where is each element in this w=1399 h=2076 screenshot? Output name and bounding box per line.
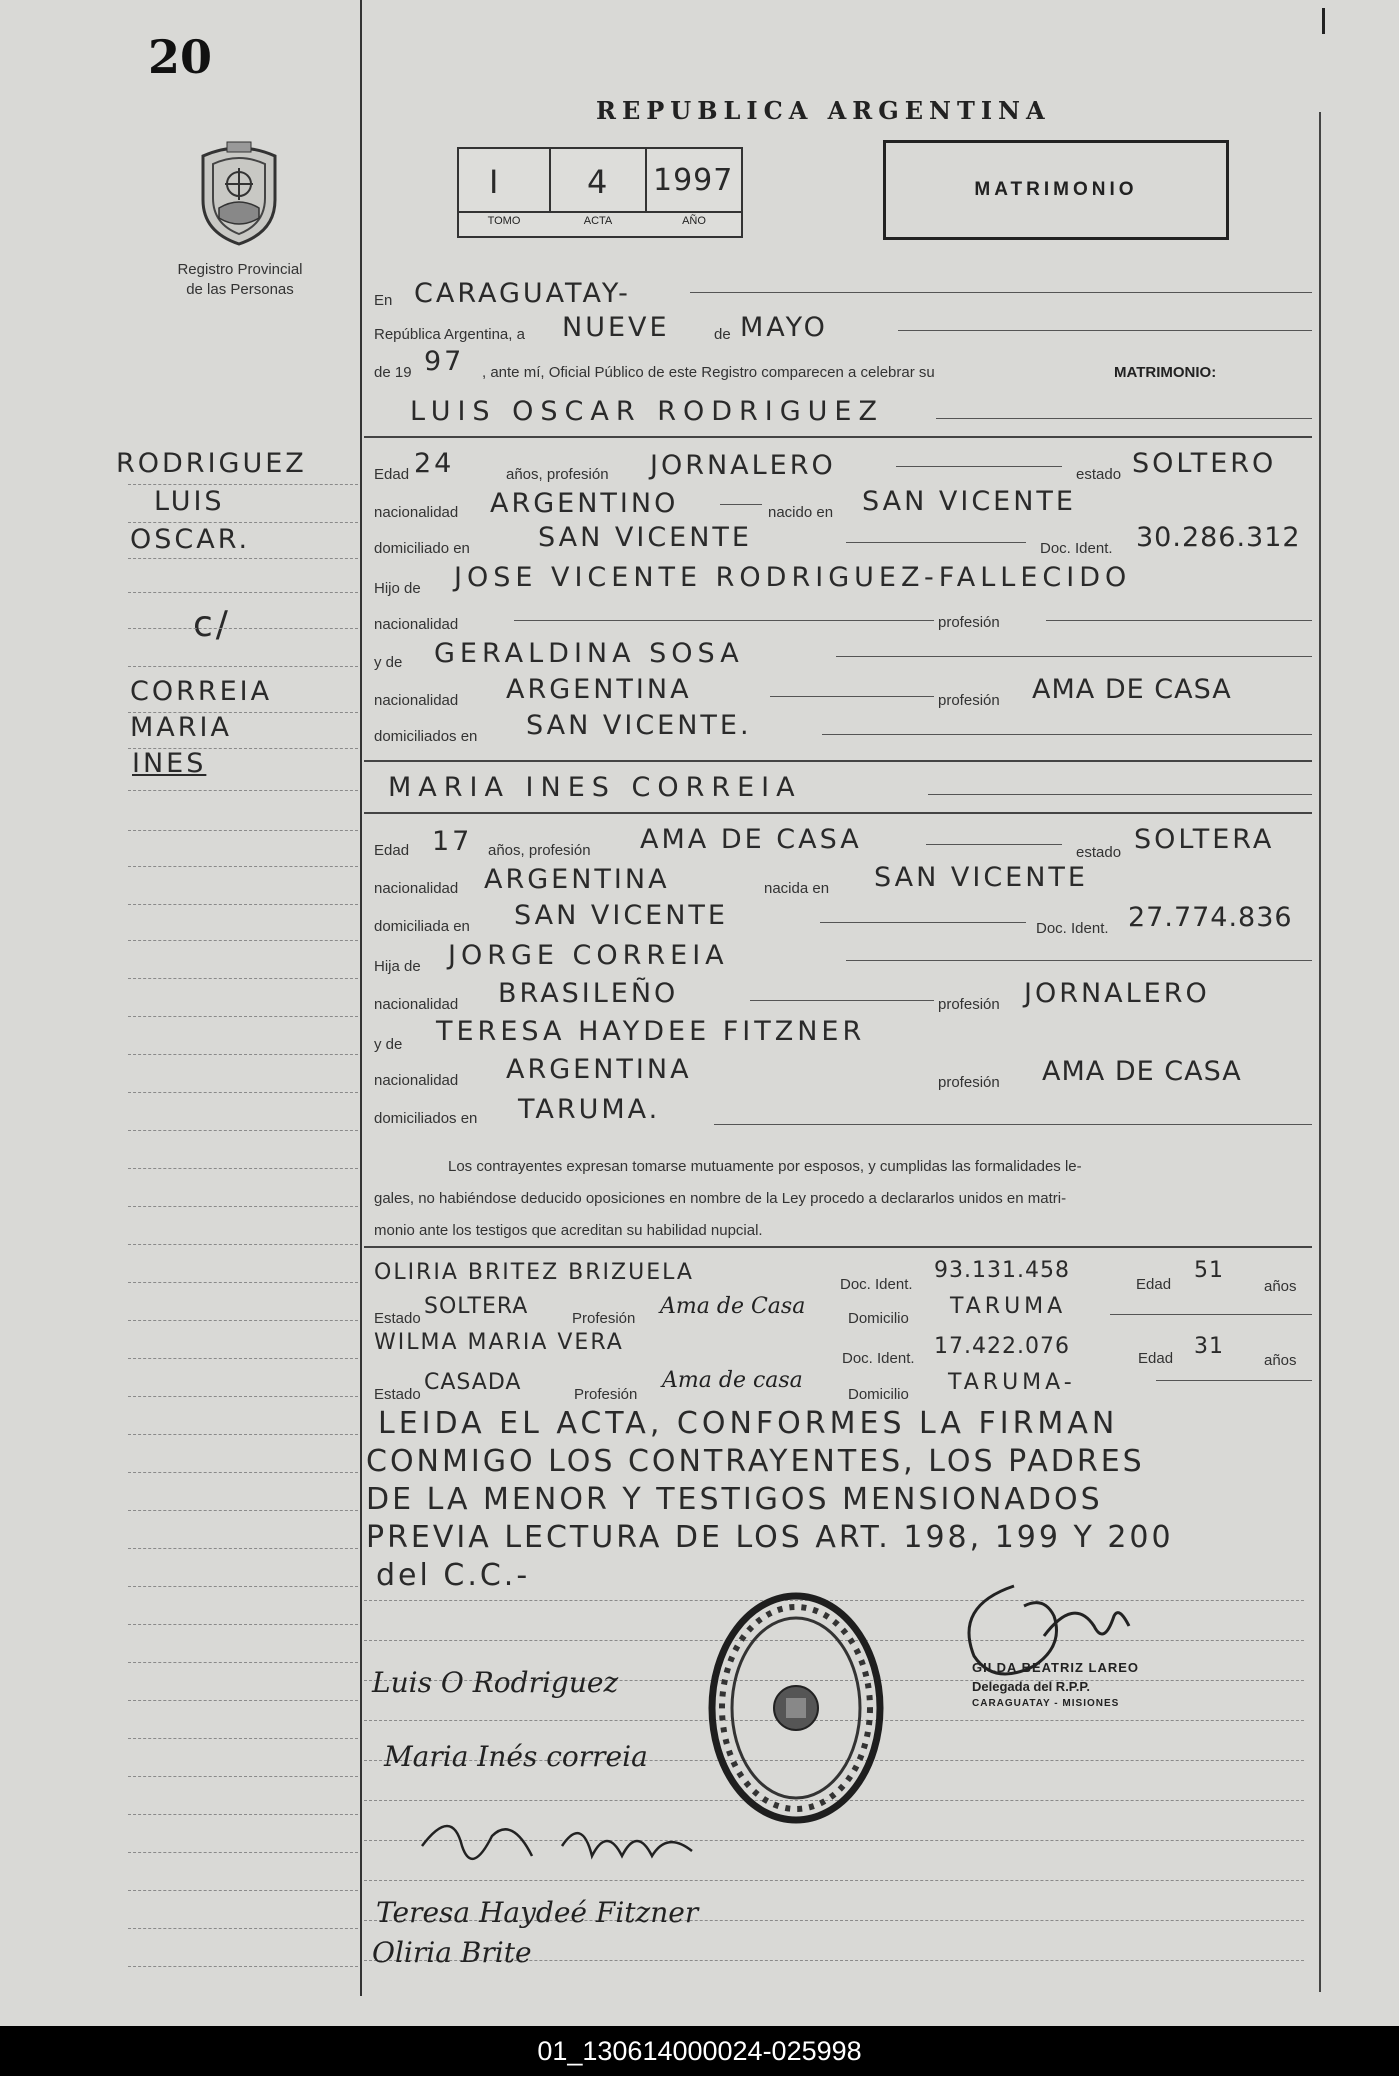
- acta-label: ACTA: [583, 215, 613, 227]
- witness-2-edad: 31: [1194, 1334, 1224, 1359]
- groom-domiciliado-label: domiciliado en: [374, 540, 470, 557]
- groom-estado-label: estado: [1076, 466, 1122, 483]
- witness-2-profesion-label: Profesión: [574, 1386, 638, 1403]
- declaration-line-3: monio ante los testigos que acreditan su habilidad nupcial.: [374, 1222, 763, 1239]
- groom-anos-profesion-label: años, profesión: [506, 466, 609, 483]
- margin-groom-middle: OSCAR.: [130, 524, 251, 555]
- groom-estado: SOLTERO: [1132, 448, 1277, 479]
- margin-line: [128, 1548, 358, 1549]
- groom-madre-prof-label: profesión: [938, 692, 1000, 709]
- groom-padre-prof-label: profesión: [938, 614, 1000, 631]
- official-title: Delegada del R.P.P.: [972, 1679, 1091, 1694]
- bride-doc-label: Doc. Ident.: [1036, 920, 1109, 937]
- bride-hija-label: Hija de: [374, 958, 421, 975]
- margin-bride-first: MARIA: [130, 712, 232, 743]
- margin-line: [128, 830, 358, 831]
- column-divider: [360, 0, 362, 1996]
- signature-bride-mother: Teresa Haydeé Fitzner: [376, 1896, 699, 1929]
- margin-line: [128, 558, 358, 559]
- margin-line: [128, 1396, 358, 1397]
- day-value: NUEVE: [562, 312, 670, 343]
- margin-bride-middle: INES: [132, 748, 207, 779]
- bride-padres-dom: TARUMA.: [518, 1094, 661, 1125]
- right-border: [1319, 112, 1321, 1992]
- bride-nacida: SAN VICENTE: [874, 862, 1088, 893]
- groom-madre-prof: AMA DE CASA: [1032, 674, 1232, 705]
- bride-padre-prof: JORNALERO: [1024, 978, 1210, 1009]
- margin-line: [128, 1776, 358, 1777]
- intro-text: , ante mí, Oficial Público de este Registro comparecen a celebrar su: [482, 364, 935, 381]
- witness-1-domicilio: TARUMA: [950, 1294, 1067, 1319]
- groom-hijo-label: Hijo de: [374, 580, 421, 597]
- witness-2-name: WILMA MARIA VERA: [374, 1330, 624, 1355]
- bride-padre: JORGE CORREIA: [448, 940, 729, 971]
- bride-anos-profesion-label: años, profesión: [488, 842, 591, 859]
- official-location: CARAGUATAY - MISIONES: [972, 1698, 1120, 1709]
- margin-line: [128, 748, 358, 749]
- bride-edad: 17: [432, 826, 473, 857]
- year-suffix: 97: [424, 346, 465, 377]
- notes-line-1: LEIDA EL ACTA, CONFORMES LA FIRMAN: [378, 1406, 1119, 1441]
- republica-label: República Argentina, a: [374, 326, 525, 343]
- signature-scribble: [392, 1796, 712, 1896]
- page-number: 20: [148, 30, 213, 84]
- witness-2-edad-label: Edad: [1138, 1350, 1174, 1367]
- margin-groom-first: LUIS: [154, 486, 225, 517]
- margin-line: [128, 940, 358, 941]
- margin-line: [128, 1852, 358, 1853]
- notes-line-4: PREVIA LECTURA DE LOS ART. 198, 199 Y 200: [366, 1520, 1174, 1555]
- margin-line: [128, 1054, 358, 1055]
- witness-1-estado-label: Estado: [374, 1310, 421, 1327]
- margin-line: [128, 866, 358, 867]
- margin-line: [128, 790, 358, 791]
- witness-2-doc-label: Doc. Ident.: [842, 1350, 915, 1367]
- margin-line: [128, 712, 358, 713]
- witness-1-edad: 51: [1194, 1258, 1224, 1283]
- margin-line: [128, 1130, 358, 1131]
- groom-yde-label: y de: [374, 654, 403, 671]
- bride-domiciliada-label: domiciliada en: [374, 918, 470, 935]
- witness-1-profesion-label: Profesión: [572, 1310, 636, 1327]
- margin-line: [128, 1244, 358, 1245]
- notes-line-2: CONMIGO LOS CONTRAYENTES, LOS PADRES: [366, 1444, 1145, 1479]
- bride-estado: SOLTERA: [1134, 824, 1275, 855]
- margin-line: [128, 1358, 358, 1359]
- witness-1-edad-label: Edad: [1136, 1276, 1172, 1293]
- ano-cell: [647, 149, 741, 211]
- book-type-box: [883, 140, 1229, 240]
- tomo-cell: [459, 149, 551, 211]
- witness-1-anos-label: años: [1264, 1278, 1297, 1295]
- margin-line: [128, 1016, 358, 1017]
- witness-1-doc: 93.131.458: [934, 1258, 1070, 1283]
- witness-2-doc: 17.422.076: [934, 1334, 1070, 1359]
- groom-full-name: LUIS OSCAR RODRIGUEZ: [410, 396, 884, 427]
- tomo-value: I: [489, 163, 502, 201]
- intro-text-bold: MATRIMONIO:: [1114, 364, 1217, 381]
- bride-edad-label: Edad: [374, 842, 410, 859]
- notes-line-5: del C.C.-: [376, 1558, 531, 1593]
- bride-nacida-label: nacida en: [764, 880, 830, 897]
- margin-line: [128, 592, 358, 593]
- signature-witness: Oliria Brite: [372, 1936, 532, 1969]
- ano-value: 1997: [653, 163, 734, 198]
- acta-cell: [551, 149, 647, 211]
- registry-line-2: de las Personas: [186, 281, 294, 298]
- witness-1-estado: SOLTERA: [424, 1294, 529, 1319]
- bride-madre-prof: AMA DE CASA: [1042, 1056, 1242, 1087]
- declaration-line-1: Los contrayentes expresan tomarse mutuamente por esposos, y cumplidas las formalidades le-: [448, 1158, 1082, 1175]
- margin-line: [128, 628, 358, 629]
- month-value: MAYO: [740, 312, 828, 343]
- registry-name: [138, 260, 342, 300]
- margin-line: [128, 1510, 358, 1511]
- bride-madre-prof-label: profesión: [938, 1074, 1000, 1091]
- groom-profesion: JORNALERO: [650, 450, 836, 481]
- margin-line: [128, 666, 358, 667]
- bride-nacionalidad: ARGENTINA: [484, 864, 670, 895]
- notes-line-3: DE LA MENOR Y TESTIGOS MENSIONADOS: [366, 1482, 1103, 1517]
- coat-of-arms-icon: [193, 138, 285, 248]
- year-prefix: de 19: [374, 364, 412, 381]
- margin-line: [128, 978, 358, 979]
- bride-profesion: AMA DE CASA: [640, 824, 862, 855]
- witness-2-domicilio: TARUMA-: [948, 1370, 1076, 1395]
- groom-madre-nac: ARGENTINA: [506, 674, 692, 705]
- margin-line: [128, 1168, 358, 1169]
- groom-madre: GERALDINA SOSA: [434, 638, 744, 669]
- ano-label: AÑO: [682, 215, 706, 227]
- bride-madre: TERESA HAYDEE FITZNER: [436, 1016, 866, 1047]
- bride-padres-dom-label: domiciliados en: [374, 1110, 478, 1127]
- country-title: REPUBLICA ARGENTINA: [596, 96, 1051, 125]
- witness-2-anos-label: años: [1264, 1352, 1297, 1369]
- official-seal-icon: [706, 1590, 886, 1826]
- bride-padre-nac-label: nacionalidad: [374, 996, 459, 1013]
- margin-line: [128, 1928, 358, 1929]
- book-type-label: MATRIMONIO: [974, 179, 1138, 200]
- witness-1-profesion: Ama de Casa: [660, 1294, 806, 1319]
- margin-line: [128, 1814, 358, 1815]
- place-value: CARAGUATAY-: [414, 278, 631, 309]
- top-right-mark: [1322, 8, 1325, 34]
- groom-padre-nac-label: nacionalidad: [374, 616, 459, 633]
- bride-full-name: MARIA INES CORREIA: [388, 772, 802, 803]
- groom-padres-dom: SAN VICENTE.: [526, 710, 752, 741]
- groom-edad: 24: [414, 448, 455, 479]
- margin-line: [128, 1586, 358, 1587]
- bride-doc: 27.774.836: [1128, 902, 1293, 933]
- margin-line: [128, 1320, 358, 1321]
- declaration-line-2: gales, no habiéndose deducido oposiciones en nombre de la Ley procedo a declararlos unidos en matri-: [374, 1190, 1067, 1207]
- groom-padre: JOSE VICENTE RODRIGUEZ-FALLECIDO: [454, 562, 1132, 593]
- margin-line: [128, 1472, 358, 1473]
- margin-line: [128, 1624, 358, 1625]
- bride-domicilio: SAN VICENTE: [514, 900, 728, 931]
- margin-line: [128, 1890, 358, 1891]
- book-reference-box: [457, 147, 743, 238]
- witness-1-doc-label: Doc. Ident.: [840, 1276, 913, 1293]
- groom-domicilio: SAN VICENTE: [538, 522, 752, 553]
- bride-yde-label: y de: [374, 1036, 403, 1053]
- bride-madre-nac: ARGENTINA: [506, 1054, 692, 1085]
- acta-value: 4: [587, 163, 611, 201]
- witness-2-profesion: Ama de casa: [662, 1368, 803, 1393]
- margin-line: [128, 1434, 358, 1435]
- witness-1-name: OLIRIA BRITEZ BRIZUELA: [374, 1260, 694, 1285]
- groom-padres-dom-label: domiciliados en: [374, 728, 478, 745]
- witness-2-domicilio-label: Domicilio: [848, 1386, 909, 1403]
- signature-groom: Luis O Rodriguez: [372, 1666, 619, 1699]
- groom-madre-nac-label: nacionalidad: [374, 692, 459, 709]
- margin-bride-surname: CORREIA: [130, 676, 273, 707]
- witness-2-estado: CASADA: [424, 1370, 522, 1395]
- bride-estado-label: estado: [1076, 844, 1122, 861]
- margin-line: [128, 1700, 358, 1701]
- margin-line: [128, 904, 358, 905]
- groom-nacido: SAN VICENTE: [862, 486, 1076, 517]
- groom-doc: 30.286.312: [1136, 522, 1301, 553]
- bride-madre-nac-label: nacionalidad: [374, 1072, 459, 1089]
- margin-line: [128, 1738, 358, 1739]
- groom-nacionalidad-label: nacionalidad: [374, 504, 459, 521]
- groom-nacionalidad: ARGENTINO: [490, 488, 679, 519]
- witness-2-estado-label: Estado: [374, 1386, 421, 1403]
- margin-line: [128, 1662, 358, 1663]
- image-id-footer: 01_130614000024-025998: [0, 2026, 1399, 2076]
- groom-edad-label: Edad: [374, 466, 410, 483]
- en-label: En: [374, 292, 393, 309]
- margin-line: [128, 522, 358, 523]
- tomo-label: TOMO: [487, 215, 521, 227]
- groom-doc-label: Doc. Ident.: [1040, 540, 1113, 557]
- margin-line: [128, 1282, 358, 1283]
- margin-line: [128, 1966, 358, 1967]
- signature-bride: Maria Inés correia: [384, 1740, 648, 1773]
- groom-nacido-label: nacido en: [768, 504, 834, 521]
- margin-line: [128, 484, 358, 485]
- bride-padre-nac: BRASILEÑO: [498, 978, 679, 1009]
- margin-line: [128, 1206, 358, 1207]
- bride-nacionalidad-label: nacionalidad: [374, 880, 459, 897]
- official-name: GILDA BEATRIZ LAREO: [972, 1660, 1140, 1675]
- official-stamp-text: [972, 1660, 1192, 1709]
- margin-conj: c/: [193, 604, 231, 645]
- margin-groom-surname: RODRIGUEZ: [116, 448, 307, 479]
- bride-padre-prof-label: profesión: [938, 996, 1000, 1013]
- witness-1-domicilio-label: Domicilio: [848, 1310, 909, 1327]
- registry-line-1: Registro Provincial: [177, 261, 303, 278]
- margin-line: [128, 1092, 358, 1093]
- month-prefix-label: de: [714, 326, 731, 343]
